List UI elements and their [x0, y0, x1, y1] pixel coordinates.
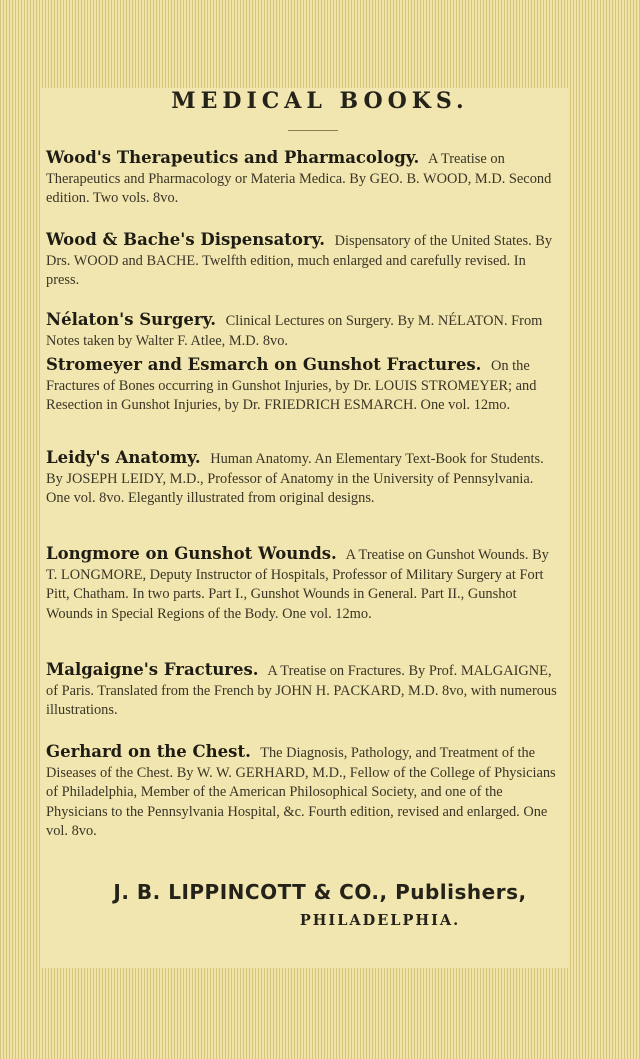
publisher-block [0, 880, 640, 929]
book-title: Stromeyer and Esmarch on Gunshot Fractures. [46, 355, 482, 374]
book-entry [46, 310, 558, 351]
book-title: Longmore on Gunshot Wounds. [46, 544, 337, 563]
book-entry [46, 148, 558, 209]
book-description: A Treatise on Gunshot Wounds. By T. LONGMORE, Deputy Instructor of Hospitals, Professor of Military Surgery at Fort Pitt, Chatham. In two parts. Part I., Gunshot Wounds in General. Part II., Gunshot Wounds in Special Regions of the Body. One vol. 12mo. [46, 547, 549, 622]
book-title: Nélaton's Surgery. [46, 310, 217, 329]
book-description: A Treatise on Fractures. By Prof. MALGAIGNE, of Paris. Translated from the French by JOHN H. PACKARD, M.D. 8vo, with numerous illustrations. [46, 663, 557, 718]
book-title: Gerhard on the Chest. [46, 742, 251, 761]
book-entry [46, 230, 558, 291]
book-entry [46, 742, 558, 842]
book-entry [46, 448, 558, 509]
book-entry [46, 355, 558, 416]
book-title: Leidy's Anatomy. [46, 448, 201, 467]
book-description: On the Fractures of Bones occurring in Gunshot Injuries, by Dr. LOUIS STROMEYER; and Resection in Gunshot Injuries, by Dr. FRIEDRICH ESMARCH. One vol. 12mo. [46, 358, 537, 413]
book-title: Wood & Bache's Dispensatory. [46, 230, 326, 249]
book-entry [46, 544, 558, 624]
book-description: Dispensatory of the United States. By Drs. WOOD and BACHE. Twelfth edition, much enlarged and carefully revised. In press. [46, 233, 553, 288]
book-description: Clinical Lectures on Surgery. By M. NÉLATON. From Notes taken by Walter F. Atlee, M.D. 8vo. [46, 313, 543, 349]
book-title: Malgaigne's Fractures. [46, 660, 259, 679]
publisher-name: J. B. LIPPINCOTT & CO., Publishers, [113, 880, 527, 904]
book-entry [46, 660, 558, 721]
title-rule [288, 130, 338, 131]
book-description: A Treatise on Therapeutics and Pharmacology or Materia Medica. By GEO. B. WOOD, M.D. Second edition. Two vols. 8vo. [46, 151, 552, 206]
publisher-city: PHILADELPHIA. [299, 912, 461, 929]
book-title: Wood's Therapeutics and Pharmacology. [46, 148, 420, 167]
page-title: MEDICAL BOOKS. [171, 88, 469, 114]
book-description: The Diagnosis, Pathology, and Treatment of the Diseases of the Chest. By W. W. GERHARD, M.D., Fellow of the College of Physicians of Philadelphia, Member of the American Philosophical Society, and one of the Physicians to the Pennsylvania Hospital, &c. Fourth edition, revised and enlarged. One vol. 8vo. [46, 745, 556, 839]
book-description: Human Anatomy. An Elementary Text-Book for Students. By JOSEPH LEIDY, M.D., Professor of Anatomy in the University of Pennsylvania. One vol. 8vo. Elegantly illustrated from original designs. [46, 451, 544, 506]
